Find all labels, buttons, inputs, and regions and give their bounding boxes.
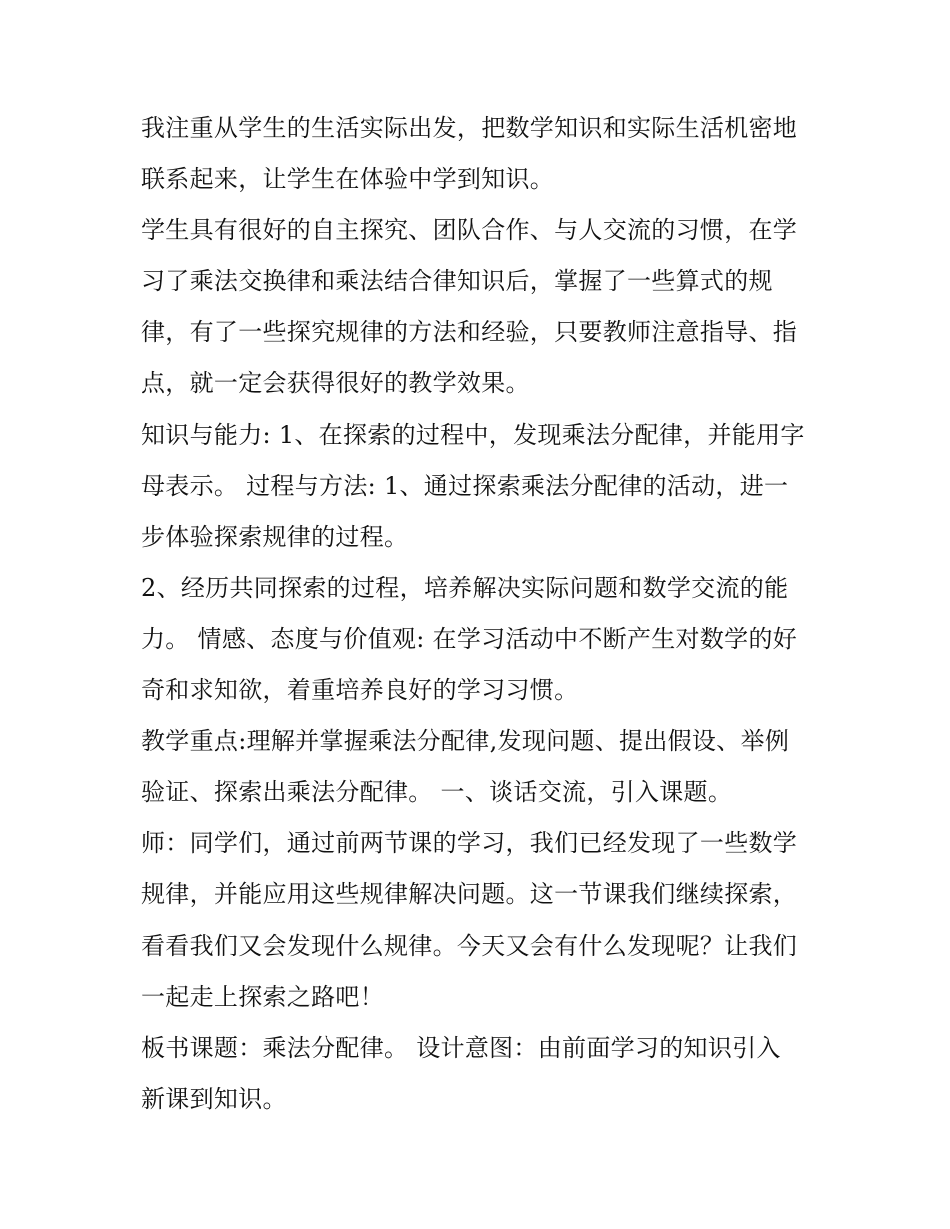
paragraph-objectives [141, 410, 821, 563]
text-line: 律，有了一些探究规律的方法和经验，只要教师注意指导、指 [141, 318, 798, 347]
text-line: 2、经历共同探索的过程，培养解决实际问题和数学交流的能 [141, 573, 789, 602]
document-body [141, 103, 821, 1125]
paragraph-teacher-intro [141, 818, 821, 1022]
text-line: 点，就一定会获得很好的教学效果。 [141, 369, 530, 398]
text-line: 板书课题：乘法分配律。 设计意图：由前面学习的知识引入 [141, 1033, 781, 1062]
text-line: 知识与能力: 1、在探索的过程中，发现乘法分配律，并能用字 [141, 420, 805, 449]
text-line: 我注重从学生的生活实际出发，把数学知识和实际生活机密地 [141, 114, 798, 142]
text-line: 奇和求知欲，着重培养良好的学习习惯。 [141, 676, 579, 705]
text-line: 验证、探索出乘法分配律。 一、谈话交流，引入课题。 [141, 778, 733, 807]
text-line: 步体验探索规律的过程。 [141, 522, 409, 551]
text-line: 教学重点:理解并掌握乘法分配律,发现问题、提出假设、举例 [141, 727, 790, 756]
paragraph-life-connection [141, 103, 821, 205]
paragraph-teaching-focus [141, 716, 821, 818]
paragraph-process-attitude [141, 563, 821, 716]
text-line: 一起走上探索之路吧！ [141, 982, 384, 1011]
text-line: 联系起来，让学生在体验中学到知识。 [141, 165, 555, 194]
text-line: 学生具有很好的自主探究、团队合作、与人交流的习惯，在学 [141, 216, 798, 245]
text-line: 力。 情感、态度与价值观: 在学习活动中不断产生对数学的好 [141, 624, 798, 653]
text-line: 看看我们又会发现什么规律。今天又会有什么发现呢？让我们 [141, 931, 798, 960]
text-line: 新课到知识。 [141, 1084, 287, 1113]
paragraph-board-title [141, 1023, 821, 1125]
text-line: 母表示。 过程与方法: 1、通过探索乘法分配律的活动，进一 [141, 471, 789, 500]
text-line: 习了乘法交换律和乘法结合律知识后，掌握了一些算式的规 [141, 267, 773, 296]
text-line: 师：同学们，通过前两节课的学习，我们已经发现了一些数学 [141, 829, 798, 858]
paragraph-student-analysis [141, 205, 821, 409]
text-line: 规律，并能应用这些规律解决问题。这一节课我们继续探索， [141, 880, 798, 909]
